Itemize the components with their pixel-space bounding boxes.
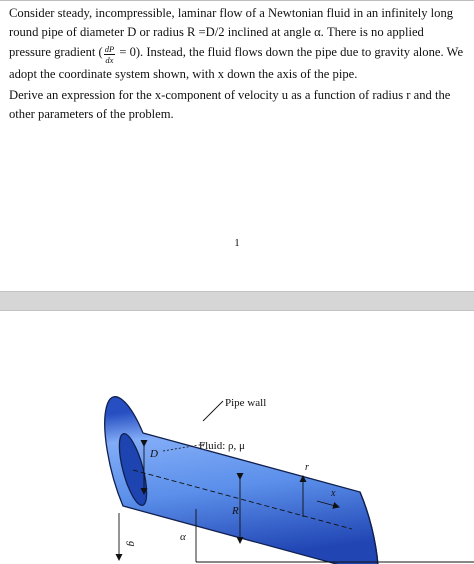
pressure-gradient-fraction — [104, 44, 115, 65]
pipe-wall-leader — [203, 401, 223, 421]
fraction-denominator: dx — [105, 54, 114, 65]
pipe-wall-label: Pipe wall — [225, 397, 267, 409]
r-label: r — [305, 462, 309, 473]
inclined-pipe-figure — [0, 310, 474, 564]
alpha-label: α — [180, 531, 186, 543]
problem-statement — [9, 4, 467, 124]
diameter-label: D — [150, 448, 158, 460]
problem-text-part-2: = 0). Instead, the fluid flows down the pipe due to gravity alone. We adopt the coordinate system shown, with x down the axis of the pipe. — [9, 44, 464, 81]
fluid-label: Fluid: ρ, μ — [199, 440, 245, 452]
fraction-numerator: dP — [104, 43, 115, 54]
problem-text-part-1: Consider steady, incompressible, laminar flow of a Newtonian fluid in an infinitely long round pipe of diameter D or radius R =D/2 inclined at angle α. There is no applied pressure gradient ( — [9, 6, 454, 59]
page-number: 1 — [234, 237, 240, 249]
problem-paragraph-2: Derive an expression for the x-component of velocity u as a function of radius r and the other parameters of the problem. — [9, 87, 451, 122]
x-axis-label: x — [331, 488, 336, 499]
gravity-label: g — [126, 541, 138, 547]
problem-paragraph-1 — [9, 4, 467, 84]
page-separator — [0, 291, 474, 311]
top-divider — [0, 0, 474, 1]
radius-label: R — [232, 505, 239, 517]
